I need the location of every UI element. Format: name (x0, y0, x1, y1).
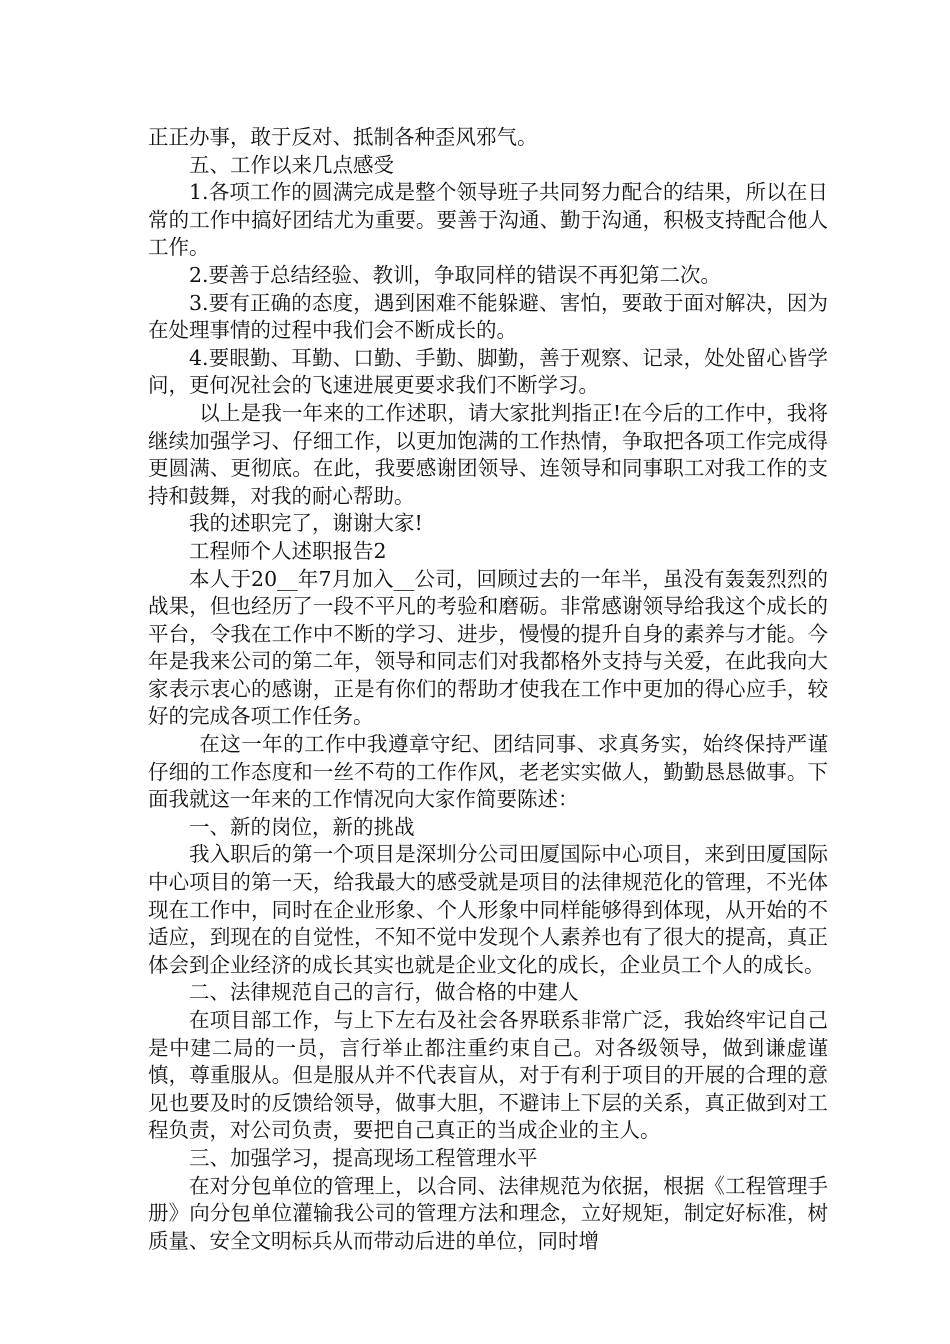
section-heading-one: 一、新的岗位，新的挑战 (189, 814, 415, 839)
paragraph-intro: 本人于20__年7月加入__公司，回顾过去的一年半，虽没有轰轰烈烈的战果，但也经历了一段不平凡的考验和磨砺。非常感谢领导给我这个成长的平台，令我在工作中不断的学习、进步，慢慢的提升自身的素养与才能。今年是我来公司的第二年，领导和同志们对我都格外支持与关爱，在此我向大家表示衷心的感谢，正是有你们的帮助才使我在工作中更加的得心应手，较好的完成各项工作任务。 (148, 566, 828, 729)
paragraph-section-one: 我入职后的第一个项目是深圳分公司田厦国际中心项目，来到田厦国际中心项目的第一天，给我最大的感受就是项目的法律规范化的管理，不光体现在工作中，同时在企业形象、个人形象中同样能够得到体现，从开始的不适应，到现在的自觉性，不知不觉中发现个人素养也有了很大的提高，真正体会到企业经济的成长其实也就是企业文化的成长，企业员工个人的成长。 (148, 842, 828, 977)
report-title: 工程师个人述职报告2 (189, 538, 387, 563)
list-item-3: 3.要有正确的态度，遇到困难不能躲避、害怕，要敢于面对解决，因为在处理事情的过程中我们会不断成长的。 (148, 290, 828, 343)
section-heading-two: 二、法律规范自己的言行，做合格的中建人 (189, 980, 579, 1005)
list-item-4: 4.要眼勤、耳勤、口勤、手勤、脚勤，善于观察、记录，处处留心皆学问，更何况社会的飞速进展更要求我们不断学习。 (148, 345, 828, 398)
section-heading-three: 三、加强学习，提高现场工程管理水平 (189, 1145, 538, 1170)
section-heading-five: 五、工作以来几点感受 (189, 152, 394, 177)
paragraph-section-two: 在项目部工作，与上下左右及社会各界联系非常广泛，我始终牢记自己是中建二局的一员，言行举止都注重约束自己。对各级领导，做到谦虚谨慎，尊重服从。但是服从并不代表盲从，对于有利于项目的开展的合理的意见也要及时的反馈给领导，做事大胆，不避讳上下层的关系，真正做到对工程负责，对公司负责，要把自己真正的当成企业的主人。 (148, 1008, 828, 1143)
list-item-2: 2.要善于总结经验、教训，争取同样的错误不再犯第二次。 (189, 262, 722, 287)
paragraph-overview: 在这一年的工作中我遵章守纪、团结同事、求真务实，始终保持严谨仔细的工作态度和一丝不苟的工作作风，老老实实做人，勤勤恳恳做事。下面我就这一年来的工作情况向大家作简要陈述： (148, 732, 828, 812)
list-item-1: 1.各项工作的圆满完成是整个领导班子共同努力配合的结果，所以在日常的工作中搞好团结尤为重要。要善于沟通、勤于沟通，积极支持配合他人工作。 (148, 180, 828, 260)
paragraph-summary: 以上是我一年来的工作述职，请大家批判指正!在今后的工作中，我将继续加强学习、仔细工作，以更加饱满的工作热情，争取把各项工作完成得更圆满、更彻底。在此，我要感谢团领导、连领导和同事职工对我工作的支持和鼓舞，对我的耐心帮助。 (148, 400, 828, 508)
paragraph-closing: 我的述职完了，谢谢大家! (189, 511, 423, 536)
paragraph-continuation: 正正办事，敢于反对、抵制各种歪风邪气。 (148, 125, 538, 149)
paragraph-section-three: 在对分包单位的管理上，以合同、法律规范为依据，根据《工程管理手册》向分包单位灌输我公司的管理方法和理念，立好规矩，制定好标准，树质量、安全文明标兵从而带动后进的单位，同时增 (148, 1173, 828, 1253)
document-page (148, 124, 828, 1255)
